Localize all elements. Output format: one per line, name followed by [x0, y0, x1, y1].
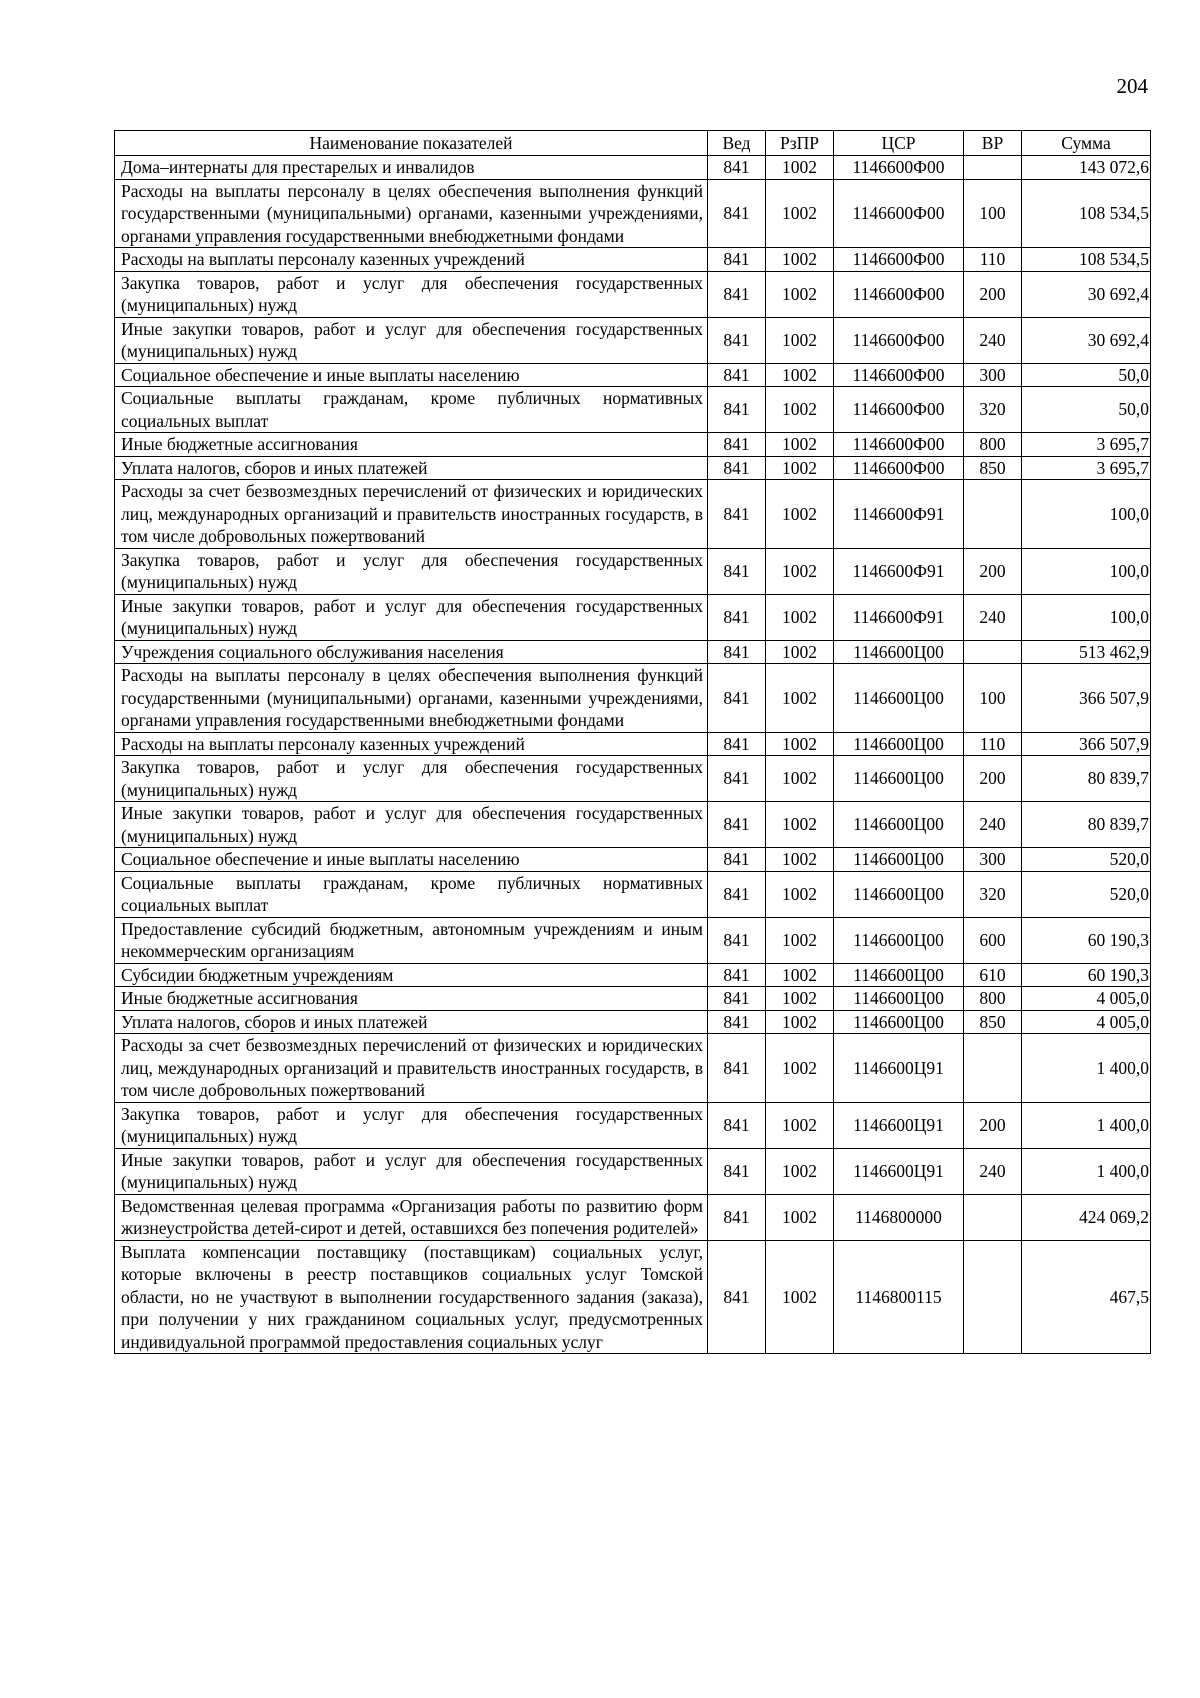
cell-name: Иные закупки товаров, работ и услуг для обеспечения государственных (муниципальных) нужд [115, 1148, 708, 1194]
cell-name: Социальное обеспечение и иные выплаты населению [115, 363, 708, 387]
cell-name: Предоставление субсидий бюджетным, автономным учреждениям и иным некоммерческим организациям [115, 917, 708, 963]
cell-rzpr: 1002 [766, 1240, 834, 1354]
cell-rzpr: 1002 [766, 802, 834, 848]
cell-rzpr: 1002 [766, 732, 834, 756]
cell-csr: 1146600Ф00 [834, 156, 964, 180]
table-row [115, 732, 1151, 756]
cell-ved: 841 [708, 271, 766, 317]
cell-sum: 100,0 [1022, 480, 1151, 549]
cell-rzpr: 1002 [766, 917, 834, 963]
cell-csr: 1146600Ц00 [834, 664, 964, 733]
cell-sum: 1 400,0 [1022, 1034, 1151, 1103]
cell-ved: 841 [708, 248, 766, 272]
cell-sum: 1 400,0 [1022, 1148, 1151, 1194]
cell-name: Расходы на выплаты персоналу казенных учреждений [115, 732, 708, 756]
cell-ved: 841 [708, 156, 766, 180]
cell-rzpr: 1002 [766, 456, 834, 480]
cell-vr: 110 [964, 248, 1022, 272]
cell-ved: 841 [708, 917, 766, 963]
cell-name: Субсидии бюджетным учреждениям [115, 963, 708, 987]
cell-name: Расходы на выплаты персоналу в целях обеспечения выполнения функций государственными (муниципальными) органами, казенными учреждениями, органами управления государственными внебюджетными фондами [115, 664, 708, 733]
cell-rzpr: 1002 [766, 1148, 834, 1194]
cell-ved: 841 [708, 480, 766, 549]
cell-csr: 1146600Ц00 [834, 640, 964, 664]
cell-vr: 200 [964, 1102, 1022, 1148]
cell-sum: 50,0 [1022, 363, 1151, 387]
cell-rzpr: 1002 [766, 1034, 834, 1103]
cell-ved: 841 [708, 1148, 766, 1194]
table-row [115, 917, 1151, 963]
cell-sum: 143 072,6 [1022, 156, 1151, 180]
cell-vr: 240 [964, 594, 1022, 640]
cell-rzpr: 1002 [766, 1194, 834, 1240]
cell-vr: 320 [964, 387, 1022, 433]
cell-rzpr: 1002 [766, 363, 834, 387]
table-row [115, 1194, 1151, 1240]
header-name: Наименование показателей [115, 131, 708, 156]
cell-ved: 841 [708, 1194, 766, 1240]
table-row [115, 548, 1151, 594]
cell-ved: 841 [708, 871, 766, 917]
cell-sum: 366 507,9 [1022, 732, 1151, 756]
table-row [115, 1240, 1151, 1354]
cell-vr [964, 156, 1022, 180]
cell-csr: 1146600Ф00 [834, 248, 964, 272]
cell-sum: 424 069,2 [1022, 1194, 1151, 1240]
table-row [115, 1010, 1151, 1034]
cell-sum: 60 190,3 [1022, 963, 1151, 987]
cell-sum: 80 839,7 [1022, 756, 1151, 802]
cell-sum: 366 507,9 [1022, 664, 1151, 733]
cell-csr: 1146600Ц00 [834, 848, 964, 872]
cell-vr: 850 [964, 456, 1022, 480]
cell-csr: 1146600Ф00 [834, 179, 964, 248]
cell-rzpr: 1002 [766, 548, 834, 594]
cell-csr: 1146600Ф91 [834, 480, 964, 549]
cell-csr: 1146600Ц00 [834, 871, 964, 917]
cell-name: Ведомственная целевая программа «Организация работы по развитию форм жизнеустройства детей-сирот и детей, оставшихся без попечения родителей» [115, 1194, 708, 1240]
cell-vr: 800 [964, 987, 1022, 1011]
cell-name: Уплата налогов, сборов и иных платежей [115, 1010, 708, 1034]
cell-rzpr: 1002 [766, 480, 834, 549]
cell-sum: 4 005,0 [1022, 987, 1151, 1011]
cell-sum: 80 839,7 [1022, 802, 1151, 848]
cell-rzpr: 1002 [766, 248, 834, 272]
cell-ved: 841 [708, 802, 766, 848]
cell-name: Расходы за счет безвозмездных перечислений от физических и юридических лиц, международных организаций и правительств иностранных государств, в том числе добровольных пожертвований [115, 1034, 708, 1103]
table-row [115, 1102, 1151, 1148]
cell-vr [964, 1240, 1022, 1354]
table-row [115, 456, 1151, 480]
cell-rzpr: 1002 [766, 271, 834, 317]
cell-sum: 100,0 [1022, 548, 1151, 594]
header-sum: Сумма [1022, 131, 1151, 156]
cell-ved: 841 [708, 664, 766, 733]
cell-ved: 841 [708, 1034, 766, 1103]
cell-vr: 240 [964, 1148, 1022, 1194]
cell-csr: 1146600Ц00 [834, 756, 964, 802]
cell-rzpr: 1002 [766, 756, 834, 802]
table-row [115, 156, 1151, 180]
cell-csr: 1146600Ц91 [834, 1148, 964, 1194]
cell-name: Иные закупки товаров, работ и услуг для обеспечения государственных (муниципальных) нужд [115, 594, 708, 640]
cell-csr: 1146600Ц00 [834, 963, 964, 987]
cell-vr: 200 [964, 271, 1022, 317]
table-row [115, 248, 1151, 272]
cell-csr: 1146600Ц91 [834, 1034, 964, 1103]
cell-vr: 200 [964, 548, 1022, 594]
cell-name: Иные бюджетные ассигнования [115, 987, 708, 1011]
cell-sum: 3 695,7 [1022, 433, 1151, 457]
cell-name: Иные бюджетные ассигнования [115, 433, 708, 457]
page-number: 204 [1116, 74, 1148, 98]
cell-rzpr: 1002 [766, 179, 834, 248]
cell-vr: 240 [964, 802, 1022, 848]
cell-rzpr: 1002 [766, 594, 834, 640]
cell-rzpr: 1002 [766, 640, 834, 664]
cell-rzpr: 1002 [766, 433, 834, 457]
table-row [115, 363, 1151, 387]
table-row [115, 179, 1151, 248]
cell-rzpr: 1002 [766, 387, 834, 433]
cell-name: Иные закупки товаров, работ и услуг для обеспечения государственных (муниципальных) нужд [115, 317, 708, 363]
cell-ved: 841 [708, 548, 766, 594]
cell-sum: 3 695,7 [1022, 456, 1151, 480]
cell-sum: 50,0 [1022, 387, 1151, 433]
cell-sum: 30 692,4 [1022, 317, 1151, 363]
cell-sum: 60 190,3 [1022, 917, 1151, 963]
budget-table [114, 130, 1151, 1354]
cell-vr: 240 [964, 317, 1022, 363]
header-ved: Вед [708, 131, 766, 156]
cell-sum: 30 692,4 [1022, 271, 1151, 317]
table-row [115, 271, 1151, 317]
cell-ved: 841 [708, 848, 766, 872]
table-row [115, 640, 1151, 664]
cell-csr: 1146600Ц91 [834, 1102, 964, 1148]
cell-vr: 300 [964, 848, 1022, 872]
cell-ved: 841 [708, 640, 766, 664]
cell-name: Закупка товаров, работ и услуг для обеспечения государственных (муниципальных) нужд [115, 756, 708, 802]
table-row [115, 1034, 1151, 1103]
cell-vr: 800 [964, 433, 1022, 457]
cell-sum: 108 534,5 [1022, 179, 1151, 248]
cell-ved: 841 [708, 987, 766, 1011]
cell-ved: 841 [708, 456, 766, 480]
table-row [115, 987, 1151, 1011]
cell-name: Социальное обеспечение и иные выплаты населению [115, 848, 708, 872]
cell-csr: 1146800115 [834, 1240, 964, 1354]
table-row [115, 594, 1151, 640]
cell-name: Расходы на выплаты персоналу казенных учреждений [115, 248, 708, 272]
cell-vr: 100 [964, 664, 1022, 733]
cell-vr [964, 640, 1022, 664]
cell-rzpr: 1002 [766, 664, 834, 733]
cell-csr: 1146600Ф00 [834, 456, 964, 480]
cell-rzpr: 1002 [766, 963, 834, 987]
cell-name: Уплата налогов, сборов и иных платежей [115, 456, 708, 480]
cell-vr [964, 1034, 1022, 1103]
cell-csr: 1146600Ц00 [834, 1010, 964, 1034]
cell-sum: 4 005,0 [1022, 1010, 1151, 1034]
cell-csr: 1146600Ф00 [834, 433, 964, 457]
cell-csr: 1146600Ф00 [834, 271, 964, 317]
table-row [115, 848, 1151, 872]
cell-name: Иные закупки товаров, работ и услуг для обеспечения государственных (муниципальных) нужд [115, 802, 708, 848]
cell-name: Выплата компенсации поставщику (поставщикам) социальных услуг, которые включены в реестр поставщиков социальных услуг Томской области, но не участвуют в выполнении государственного задания (заказа), при получении у них гражданином социальных услуг, предусмотренных индивидуальной программой предоставления социальных услуг [115, 1240, 708, 1354]
table-header [115, 131, 1151, 156]
cell-name: Закупка товаров, работ и услуг для обеспечения государственных (муниципальных) нужд [115, 1102, 708, 1148]
cell-sum: 108 534,5 [1022, 248, 1151, 272]
cell-vr: 300 [964, 363, 1022, 387]
cell-ved: 841 [708, 179, 766, 248]
cell-ved: 841 [708, 1102, 766, 1148]
cell-csr: 1146600Ц00 [834, 987, 964, 1011]
header-vr: ВР [964, 131, 1022, 156]
cell-ved: 841 [708, 756, 766, 802]
table-row [115, 317, 1151, 363]
cell-csr: 1146600Ф91 [834, 548, 964, 594]
cell-vr [964, 1194, 1022, 1240]
cell-sum: 520,0 [1022, 848, 1151, 872]
table-row [115, 664, 1151, 733]
cell-vr [964, 480, 1022, 549]
table-row [115, 756, 1151, 802]
cell-rzpr: 1002 [766, 156, 834, 180]
cell-csr: 1146600Ц00 [834, 732, 964, 756]
header-row [115, 131, 1151, 156]
table-row [115, 1148, 1151, 1194]
cell-rzpr: 1002 [766, 1102, 834, 1148]
header-rzpr: РзПР [766, 131, 834, 156]
cell-ved: 841 [708, 594, 766, 640]
table-row [115, 963, 1151, 987]
cell-ved: 841 [708, 433, 766, 457]
cell-vr: 320 [964, 871, 1022, 917]
cell-ved: 841 [708, 1240, 766, 1354]
cell-sum: 467,5 [1022, 1240, 1151, 1354]
cell-rzpr: 1002 [766, 871, 834, 917]
table-row [115, 387, 1151, 433]
header-csr: ЦСР [834, 131, 964, 156]
cell-vr: 600 [964, 917, 1022, 963]
table-row [115, 480, 1151, 549]
cell-ved: 841 [708, 732, 766, 756]
cell-name: Расходы на выплаты персоналу в целях обеспечения выполнения функций государственными (муниципальными) органами, казенными учреждениями, органами управления государственными внебюджетными фондами [115, 179, 708, 248]
cell-rzpr: 1002 [766, 317, 834, 363]
cell-ved: 841 [708, 363, 766, 387]
cell-name: Социальные выплаты гражданам, кроме публичных нормативных социальных выплат [115, 387, 708, 433]
cell-ved: 841 [708, 1010, 766, 1034]
cell-csr: 1146600Ф91 [834, 594, 964, 640]
cell-sum: 100,0 [1022, 594, 1151, 640]
cell-name: Расходы за счет безвозмездных перечислений от физических и юридических лиц, международных организаций и правительств иностранных государств, в том числе добровольных пожертвований [115, 480, 708, 549]
cell-ved: 841 [708, 387, 766, 433]
cell-sum: 513 462,9 [1022, 640, 1151, 664]
cell-name: Дома–интернаты для престарелых и инвалидов [115, 156, 708, 180]
cell-ved: 841 [708, 317, 766, 363]
cell-name: Учреждения социального обслуживания населения [115, 640, 708, 664]
cell-csr: 1146600Ф00 [834, 317, 964, 363]
cell-name: Закупка товаров, работ и услуг для обеспечения государственных (муниципальных) нужд [115, 548, 708, 594]
cell-rzpr: 1002 [766, 1010, 834, 1034]
cell-vr: 610 [964, 963, 1022, 987]
table-row [115, 802, 1151, 848]
cell-rzpr: 1002 [766, 987, 834, 1011]
table-row [115, 433, 1151, 457]
cell-sum: 1 400,0 [1022, 1102, 1151, 1148]
cell-vr: 850 [964, 1010, 1022, 1034]
table-row [115, 871, 1151, 917]
cell-ved: 841 [708, 963, 766, 987]
cell-name: Социальные выплаты гражданам, кроме публичных нормативных социальных выплат [115, 871, 708, 917]
cell-sum: 520,0 [1022, 871, 1151, 917]
cell-vr: 110 [964, 732, 1022, 756]
cell-vr: 100 [964, 179, 1022, 248]
cell-name: Закупка товаров, работ и услуг для обеспечения государственных (муниципальных) нужд [115, 271, 708, 317]
cell-csr: 1146600Ф00 [834, 387, 964, 433]
cell-vr: 200 [964, 756, 1022, 802]
cell-rzpr: 1002 [766, 848, 834, 872]
table-body [115, 156, 1151, 1354]
cell-csr: 1146600Ф00 [834, 363, 964, 387]
cell-csr: 1146800000 [834, 1194, 964, 1240]
cell-csr: 1146600Ц00 [834, 917, 964, 963]
cell-csr: 1146600Ц00 [834, 802, 964, 848]
